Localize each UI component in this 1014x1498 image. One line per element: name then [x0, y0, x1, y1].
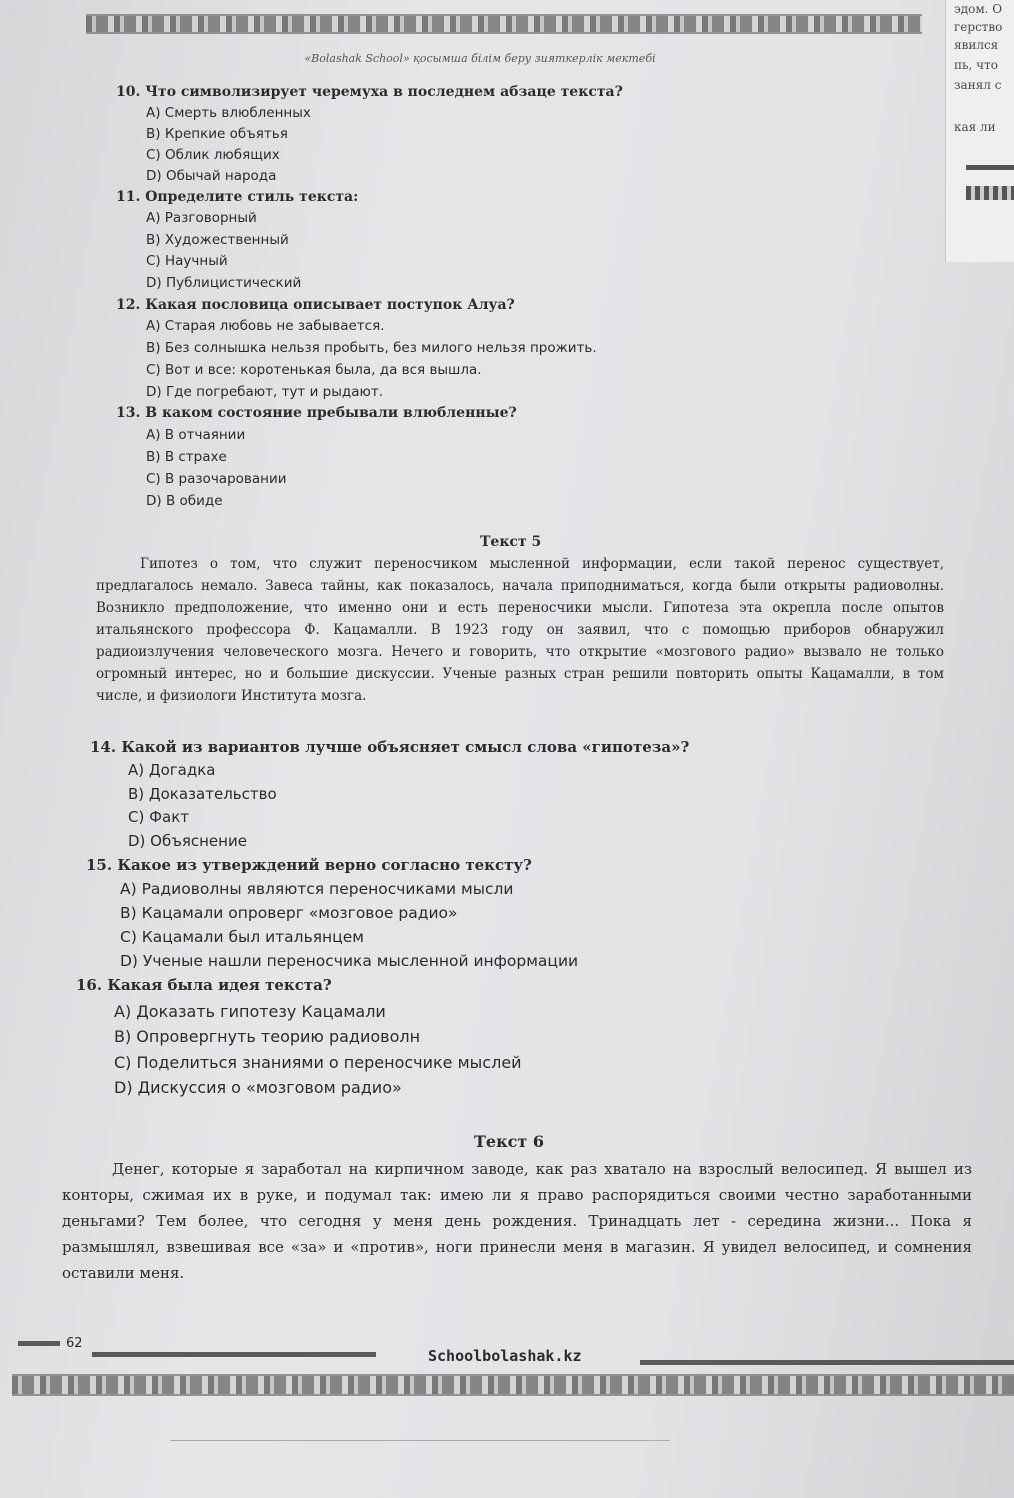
answer-option: B) Опровергнуть теорию радиоволн — [114, 1027, 421, 1046]
answer-option: C) Кацамали был итальянцем — [120, 928, 364, 946]
text6-title: Текст 6 — [474, 1132, 544, 1151]
footer-rule-right — [640, 1360, 1014, 1365]
answer-option: C) Факт — [128, 808, 189, 826]
answer-option: C) Вот и все: коротенькая была, да вся вышла. — [146, 362, 482, 378]
answer-option: A) Смерть влюбленных — [146, 105, 311, 121]
answer-option: A) Доказать гипотезу Кацамали — [114, 1002, 386, 1021]
answer-option: B) Художественный — [146, 232, 289, 248]
answer-option: D) Объяснение — [128, 832, 247, 850]
question-text: 15. Какое из утверждений верно согласно тексту? — [86, 856, 532, 874]
footer-rule-left — [18, 1341, 60, 1346]
answer-option: D) Обычай народа — [146, 168, 277, 184]
side-fragment: явился — [954, 38, 999, 52]
text5-paragraph: Гипотез о том, что служит переносчиком мысленной информации, если такой перенос существует, предлагалось немало. Завеса тайны, как показалось, начала приподниматься, когда были открыты радиоволны. Возникло предположение, что именно они и есть переносчики мысли. Гипотеза эта окрепла после опытов итальянского профессора Ф. Кацамалли. В 1923 году он заявил, что с помощью приборов обнаружил радиоизлучения человеческого мозга. Нечего и говорить, что открытие «мозгового радио» вызвало не только огромный интерес, но и большие дискуссии. Ученые разных стран решили повторить опыты Кацамалли, в том числе, и физиологи Института мозга. — [96, 556, 944, 704]
question-text: 12. Какая пословица описывает поступок Алуа? — [116, 297, 515, 313]
answer-option: A) Старая любовь не забывается. — [146, 318, 385, 334]
footer-ornament-border — [12, 1374, 1014, 1396]
answer-option: A) Разговорный — [146, 210, 257, 226]
answer-option: A) Догадка — [128, 761, 216, 779]
question-text: 14. Какой из вариантов лучше объясняет смысл слова «гипотеза»? — [90, 738, 690, 756]
answer-option: D) Публицистический — [146, 275, 302, 291]
header-ornament-border — [86, 14, 922, 34]
side-fragment: герство — [954, 20, 1003, 34]
answer-option: B) Крепкие объятья — [146, 126, 288, 142]
footer-site: Schoolbolashak.kz — [428, 1347, 582, 1365]
side-fragment: эдом. О — [954, 2, 1003, 16]
answer-option: B) Кацамали опроверг «мозговое радио» — [120, 904, 458, 922]
school-subtitle: «Bolashak School» қосымша білім беру зияткерлік мектебі — [304, 52, 656, 65]
question-text: 11. Определите стиль текста: — [116, 189, 359, 205]
answer-option: D) Ученые нашли переносчика мысленной информации — [120, 952, 579, 970]
page-number: 62 — [66, 1336, 83, 1351]
answer-option: A) В отчаянии — [146, 427, 246, 443]
answer-option: D) Дискуссия о «мозговом радио» — [114, 1078, 402, 1097]
question-text: 13. В каком состояние пребывали влюбленные? — [116, 405, 517, 421]
text6-paragraph: Денег, которые я заработал на кирпичном заводе, как раз хватало на взрослый велосипед. Я вышел из конторы, сжимая их в руке, и подумал так: имею ли я право распорядиться своими честно заработанными деньгами? Тем более, что сегодня у меня день рождения. Тринадцать лет - середина жизни... Пока я размышлял, взвешивая все «за» и «против», ноги принесли меня в магазин. Я увидел велосипед, и сомнения оставили меня. — [62, 1160, 972, 1282]
answer-option: C) Научный — [146, 253, 228, 269]
side-fragment: занял с — [954, 78, 1002, 92]
answer-option: C) Облик любящих — [146, 147, 280, 163]
footer-rule-mid — [92, 1352, 376, 1357]
question-text: 10. Что символизирует черемуха в последнем абзаце текста? — [116, 84, 623, 100]
answer-option: B) В страхе — [146, 449, 227, 465]
side-fragment: кая ли — [954, 120, 996, 134]
adjacent-page-edge — [945, 0, 1014, 262]
answer-option: D) Где погребают, тут и рыдают. — [146, 384, 384, 400]
side-fragment: пь, что — [954, 58, 998, 72]
answer-option: C) Поделиться знаниями о переносчике мыслей — [114, 1053, 522, 1072]
answer-option: B) Доказательство — [128, 785, 277, 803]
text5-title: Текст 5 — [480, 534, 542, 550]
answer-option: C) В разочаровании — [146, 471, 287, 487]
question-text: 16. Какая была идея текста? — [76, 976, 332, 994]
answer-option: B) Без солнышка нельзя пробыть, без милого нельзя прожить. — [146, 340, 597, 356]
answer-option: A) Радиоволны являются переносчиками мысли — [120, 880, 514, 898]
page-bottom-line — [170, 1440, 670, 1441]
answer-option: D) В обиде — [146, 493, 223, 509]
